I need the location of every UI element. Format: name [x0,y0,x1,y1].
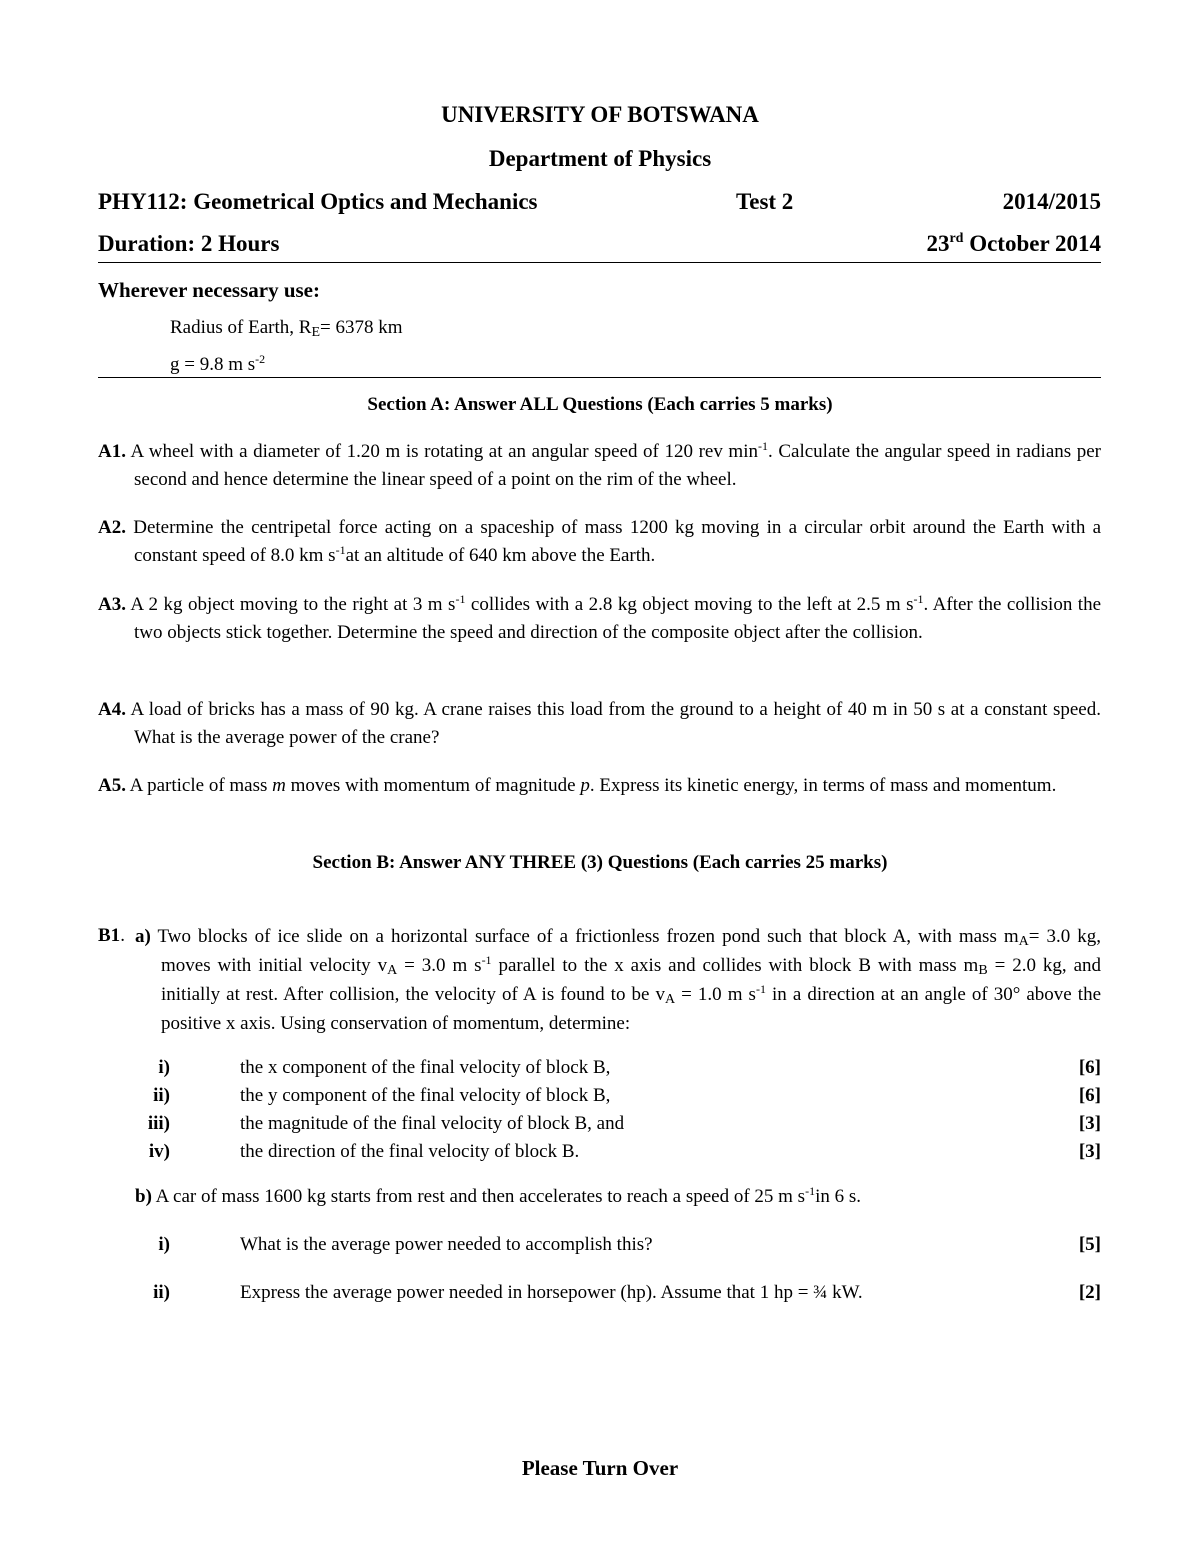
course-row [98,189,1101,219]
b1a-item-iii: iii) the magnitude of the final velocity of block B, and [3] [147,1113,1101,1134]
please-turn-over: Please Turn Over [521,1456,679,1480]
gravity-constant: g = 9.8 m $s^{-2}$ [170,352,266,375]
b1a-item-ii: ii) the y component of the final velocity of block B, [6] [153,1085,1101,1106]
exam-date: 23rd October 2014 [926,231,1101,256]
question-b1a: a) Two blocks of ice slide on a horizontal surface of a frictionless frozen pond such that block A, with mass $m_A= 3.0$ kg, moves with initial velocity $v_A = 3.0$ m $s^{-1}$ parallel to the x axis and collides with block B with mass $m_B = 2.0$ kg, and initially at rest. After collision, the velocity of A is found to be $v_A = 1.0$ m $s^{-1}$ in a direction at an angle of 30° above the positive x axis. Using conservation of momentum, determine: [135,926,1102,1034]
question-b1b: b) A car of mass 1600 kg starts from rest and then accelerates to reach a speed of 25 m $s^{-1}in$ 6 s. [135,1184,862,1207]
constants-divider [98,377,1101,378]
earth-radius: Radius of Earth, $R_E= 6378$ km [170,317,403,340]
b1a-item-i: i) the x component of the final velocity of block B, [6] [158,1057,1101,1078]
constants-heading: Wherever necessary use: [98,278,320,302]
university-title: UNIVERSITY OF BOTSWANA [441,102,759,127]
test-label: Test 2 [736,189,794,214]
b1b-item-ii: ii) Express the average power needed in horsepower (hp). Assume that 1 hp = ¾ kW. [2] [153,1282,1101,1303]
academic-year: 2014/2015 [1002,189,1101,214]
course-title: PHY112: Geometrical Optics and Mechanics [98,189,538,214]
department-title: Department of Physics [488,146,712,171]
question-a1: A1. A wheel with a diameter of 1.20 m is rotating at an angular speed of 120 rev $\min^{-1}$. Calculate the angular speed in radians per second and hence determine the linear speed of a point on the rim of the wheel. [98,439,1101,490]
section-b-title: Section B: Answer ANY THREE (3) Questions (Each carries 25 marks) [312,852,888,873]
question-b1-label: B1. [98,925,125,946]
question-a4: A4. A load of bricks has a mass of 90 kg. A crane raises this load from the ground to a height of 40 m in 50 s at a constant speed. What is the average power of the crane? [98,699,1101,748]
section-a-title: Section A: Answer ALL Questions (Each carries 5 marks) [367,394,833,415]
b1b-item-i: i) What is the average power needed to accomplish this? [5] [158,1234,1101,1255]
header-divider [98,262,1101,263]
duration-row [98,231,1101,261]
question-a2: A2. Determine the centripetal force acting on a spaceship of mass 1200 kg moving in a circular orbit around the Earth with a constant speed of 8.0 km $s^{-1}at$ an altitude of 640 km above the Earth. [98,517,1101,566]
question-a5: A5. A particle of mass m moves with momentum of magnitude p. Express its kinetic energy, in terms of mass and momentum. [98,775,1057,796]
question-a3: A3. A 2 kg object moving to the right at 3 m $s^{-1}$ collides with a 2.8 kg object moving to the left at 2.5 m $s^{-1}$. After the collision the two objects stick together. Determine the speed and direction of the composite object after the collision. [98,592,1102,643]
b1a-item-iv: iv) the direction of the final velocity of block B. [3] [148,1141,1101,1162]
duration: Duration: 2 Hours [98,231,280,256]
